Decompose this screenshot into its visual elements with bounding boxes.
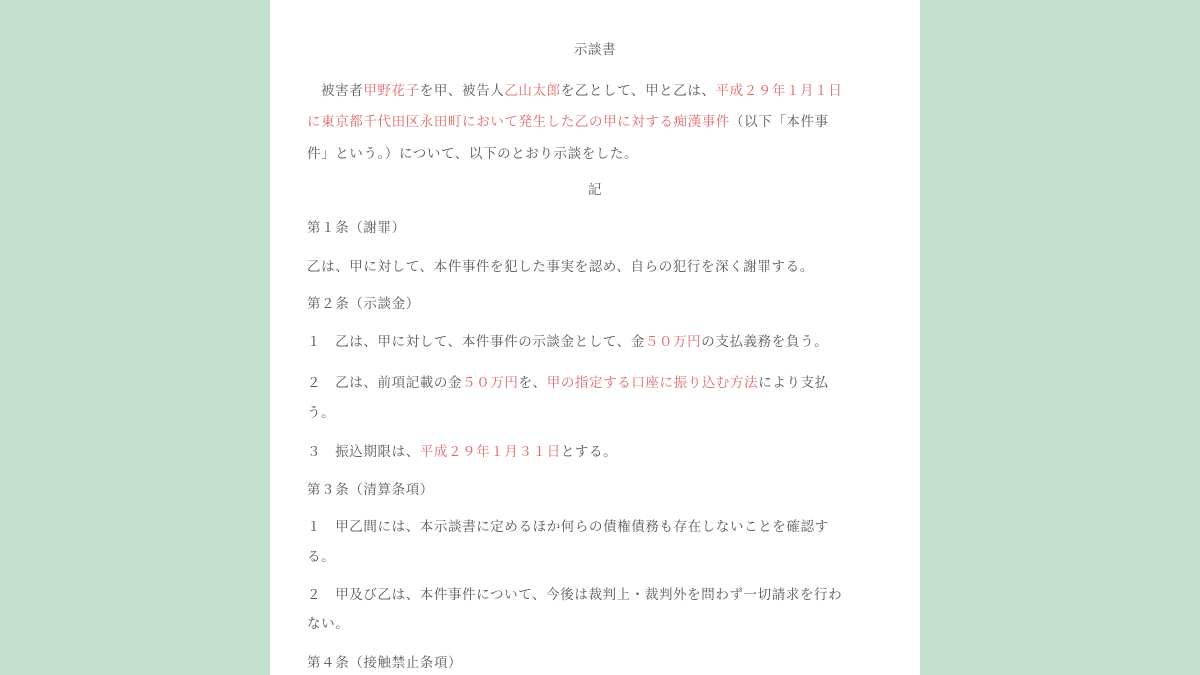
payment-deadline: 平成２９年１月３１日 (419, 444, 561, 460)
para-text: の支払義務を負う。 (701, 334, 829, 350)
intro-text: （以下「本件事 (730, 114, 829, 130)
document-page (270, 0, 920, 675)
article-2-para-2-cont: う。 (307, 405, 336, 421)
article-2-para-3 (307, 440, 617, 460)
para-text: ３ 振込期限は、 (307, 444, 420, 460)
payment-method: 甲の指定する口座に振り込む方法 (546, 375, 759, 391)
intro-line-1 (321, 79, 842, 99)
intro-text: を乙として、甲と乙は、 (560, 83, 716, 99)
article-1-heading: 第１条（謝罪） (307, 220, 406, 236)
victim-name: 甲野花子 (363, 83, 420, 99)
settlement-amount: ５０万円 (644, 334, 702, 350)
article-2-para-2 (307, 371, 829, 391)
ki-heading: 記 (587, 182, 603, 198)
article-3-para-2: ２ 甲及び乙は、本件事件について、今後は裁判上・裁判外を問わず一切請求を行わ (307, 587, 843, 603)
incident-date: 平成２９年１月１日 (715, 83, 843, 99)
intro-line-3: 件」という。）について、以下のとおり示談をした。 (307, 146, 639, 162)
article-2-para-1 (307, 330, 828, 350)
article-3-heading: 第３条（清算条項） (307, 482, 434, 498)
article-3-para-2-cont: ない。 (307, 616, 350, 632)
intro-line-2 (307, 110, 829, 130)
para-text: により支払 (758, 375, 829, 391)
article-3-para-1: １ 甲乙間には、本示談書に定めるほか何らの債権債務も存在しないことを確認す (307, 519, 829, 535)
article-4-heading: 第４条（接触禁止条項） (307, 655, 463, 671)
para-text: ２ 乙は、前項記載の金 (307, 375, 463, 391)
para-text: １ 乙は、甲に対して、本件事件の示談金として、金 (307, 334, 645, 350)
document-title: 示談書 (573, 42, 617, 58)
para-text: を、 (518, 375, 547, 391)
settlement-amount: ５０万円 (462, 375, 519, 391)
article-3-para-1-cont: る。 (307, 549, 336, 565)
article-2-heading: 第２条（示談金） (307, 296, 420, 312)
intro-text: を甲、被告人 (419, 83, 505, 99)
para-text: とする。 (560, 444, 618, 460)
accused-name: 乙山太郎 (504, 83, 561, 99)
incident-description: に東京都千代田区永田町において発生した乙の甲に対する痴漢事件 (307, 114, 730, 130)
article-1-text: 乙は、甲に対して、本件事件を犯した事実を認め、自らの犯行を深く謝罪する。 (307, 259, 814, 275)
intro-text: 被害者 (321, 83, 364, 99)
